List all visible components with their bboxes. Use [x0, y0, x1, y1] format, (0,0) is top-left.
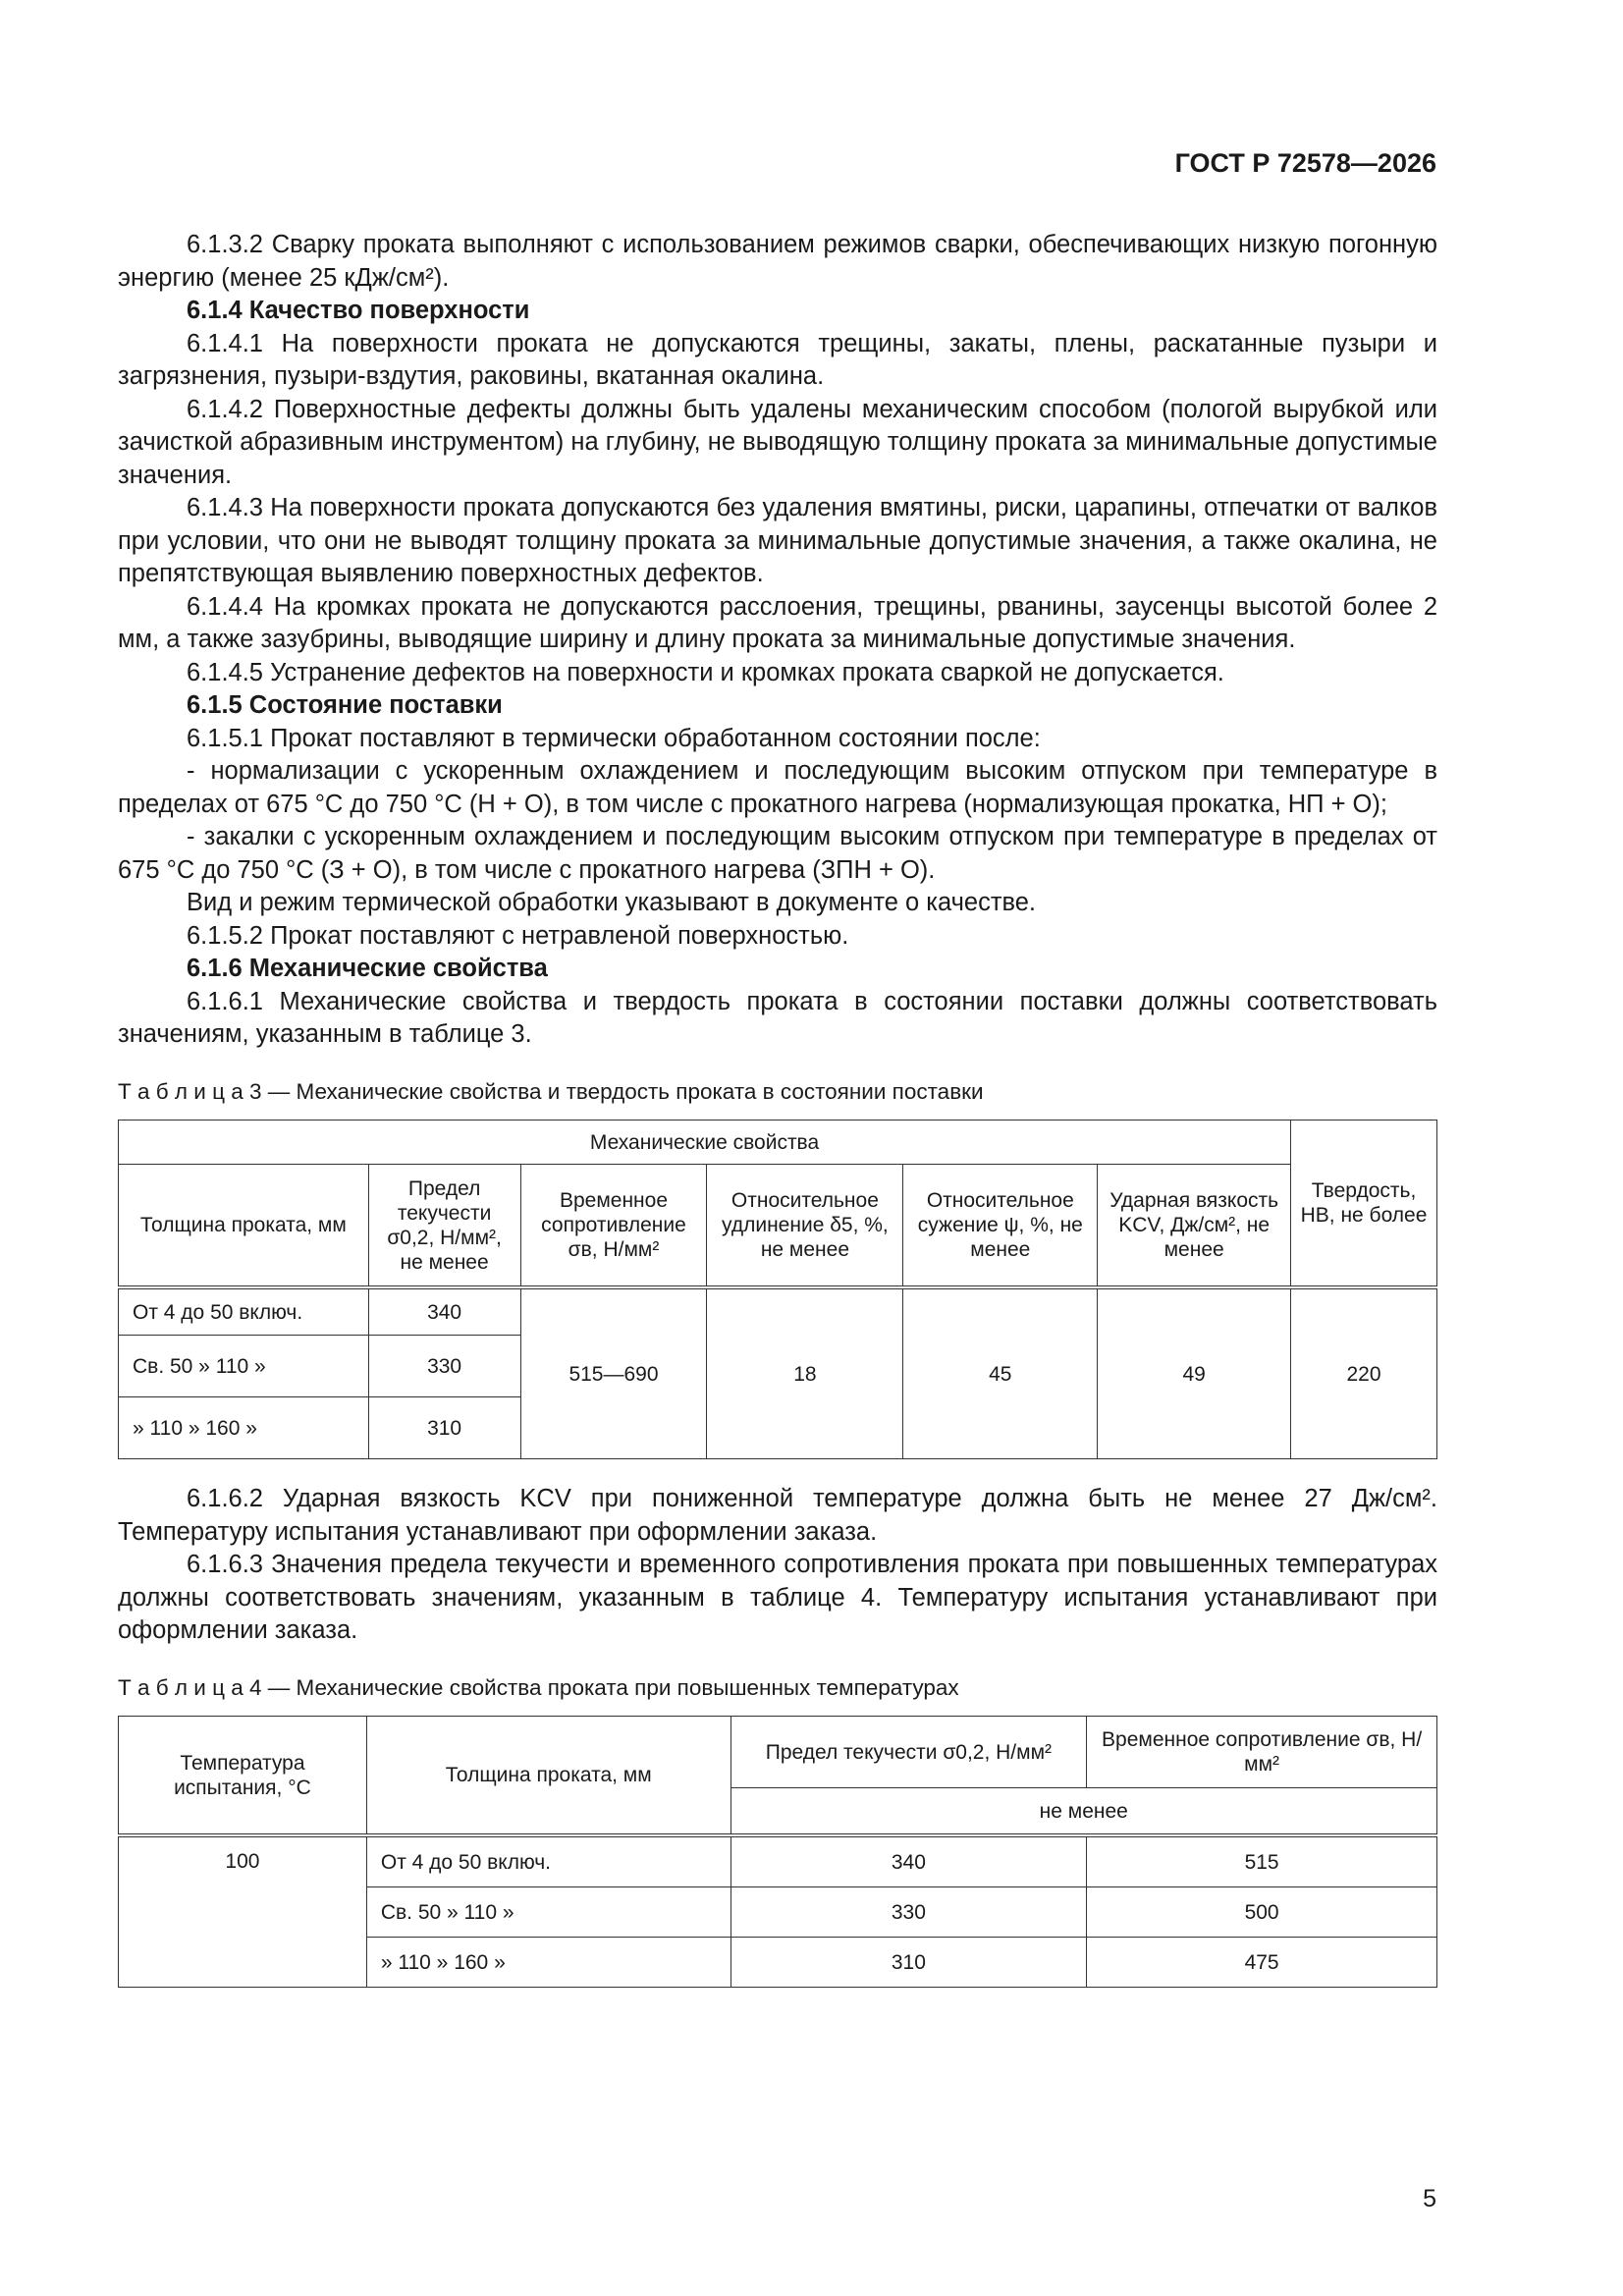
table-row: [119, 1287, 1437, 1336]
table3-cell-thickness: Св. 50 » 110 »: [119, 1336, 369, 1397]
table4-cell-temperature: 100: [119, 1835, 367, 1988]
paragraph: 6.1.4.4 На кромках проката не допускаются расслоения, трещины, рванины, заусенцы высотой более 2 мм, а также зазубрины, выводящие ширину и длину проката за минимальные допустимые значения.: [118, 592, 1437, 653]
table3-caption: Т а б л и ц а 3 — Механические свойства и твердость проката в состоянии поставки: [118, 1078, 984, 1104]
table4-cell-tensile: 515: [1087, 1835, 1437, 1887]
table4-cell-yield: 310: [730, 1938, 1087, 1988]
paragraph: Вид и режим термической обработки указывают в документе о качестве.: [187, 889, 1037, 916]
table3-cell-yield: 340: [368, 1287, 520, 1336]
document-header: ГОСТ Р 72578—2026: [1174, 148, 1436, 178]
list-item: - закалки с ускоренным охлаждением и последующим высоким отпуском при температуре в пределах от 675 °С до 750 °С (З + О), в том числе с прокатного нагрева (ЗПН + О).: [118, 823, 1437, 884]
paragraph: 6.1.5.1 Прокат поставляют в термически обработанном состоянии после:: [187, 724, 1041, 752]
table3-header-yield: Предел текучести σ0,2, Н/мм², не менее: [368, 1165, 520, 1288]
table4-cell-tensile: 500: [1087, 1887, 1437, 1938]
paragraph: 6.1.3.2 Сварку проката выполняют с использованием режимов сварки, обеспечивающих низкую погонную энергию (менее 25 кДж/см²).: [118, 231, 1437, 292]
paragraph: 6.1.6.2 Ударная вязкость KCV при пониженной температуре должна быть не менее 27 Дж/см². Температуру испытания устанавливают при оформлении заказа.: [118, 1485, 1437, 1546]
table3-header-narrowing: Относительное сужение ψ, %, не менее: [903, 1165, 1098, 1288]
table3-cell-narrowing: 45: [903, 1287, 1098, 1459]
table3-header-hardness: Твердость, НВ, не более: [1291, 1121, 1437, 1288]
table3-header-tensile: Временное сопротивление σв, Н/мм²: [520, 1165, 707, 1288]
table3-cell-elongation: 18: [707, 1287, 903, 1459]
table3-cell-impact: 49: [1098, 1287, 1291, 1459]
table3-header-elongation: Относительное удлинение δ5, %, не менее: [707, 1165, 903, 1288]
document-body: [118, 229, 1437, 1988]
table3-cell-tensile: 515—690: [520, 1287, 707, 1459]
table4-header-thickness: Толщина проката, мм: [366, 1717, 730, 1836]
section-heading: 6.1.4 Качество поверхности: [187, 297, 530, 324]
table4-cell-tensile: 475: [1087, 1938, 1437, 1988]
table4-header-yield: Предел текучести σ0,2, Н/мм²: [730, 1717, 1087, 1788]
table-row: [119, 1835, 1437, 1887]
paragraph: 6.1.6.1 Механические свойства и твердость проката в состоянии поставки должны соответствовать значениям, указанным в таблице 3.: [118, 987, 1437, 1048]
table3-header-thickness: Толщина проката, мм: [119, 1165, 369, 1288]
page-number: 5: [1423, 2185, 1436, 2213]
table3: [118, 1120, 1437, 1459]
table4-cell-thickness: От 4 до 50 включ.: [366, 1835, 730, 1887]
section-heading: 6.1.5 Состояние поставки: [187, 691, 503, 719]
table3-cell-yield: 310: [368, 1397, 520, 1459]
paragraph: 6.1.4.1 На поверхности проката не допускаются трещины, закаты, плены, раскатанные пузыри и загрязнения, пузыри-вздутия, раковины, вкатанная окалина.: [118, 329, 1437, 390]
table3-cell-thickness: От 4 до 50 включ.: [119, 1287, 369, 1336]
section-heading: 6.1.6 Механические свойства: [187, 955, 548, 982]
table4-header-tensile: Временное сопротивление σв, Н/мм²: [1087, 1717, 1437, 1788]
table4-header-min: не менее: [730, 1788, 1436, 1836]
table4-cell-thickness: » 110 » 160 »: [366, 1938, 730, 1988]
paragraph: 6.1.6.3 Значения предела текучести и временного сопротивления проката при повышенных температурах должны соответствовать значениям, указанным в таблице 4. Температуру испытания устанавливают при оформлении заказа.: [118, 1551, 1437, 1644]
table4-cell-yield: 330: [730, 1887, 1087, 1938]
table3-cell-thickness: » 110 » 160 »: [119, 1397, 369, 1459]
table4: [118, 1716, 1437, 1988]
paragraph: 6.1.4.2 Поверхностные дефекты должны быть удалены механическим способом (пологой вырубкой или зачисткой абразивным инструментом) на глубину, не выводящую толщину проката за минимальные допустимые значения.: [118, 395, 1437, 489]
table3-header-impact: Ударная вязкость KCV, Дж/см², не менее: [1098, 1165, 1291, 1288]
table4-header-temperature: Температура испытания, °С: [119, 1717, 367, 1836]
table3-cell-hardness: 220: [1291, 1287, 1437, 1459]
table4-cell-yield: 340: [730, 1835, 1087, 1887]
table4-caption: Т а б л и ц а 4 — Механические свойства проката при повышенных температурах: [118, 1674, 959, 1700]
paragraph: 6.1.4.3 На поверхности проката допускаются без удаления вмятины, риски, царапины, отпечатки от валков при условии, что они не выводят толщину проката за минимальные допустимые значения, а также окалина, не препятствующая выявлению поверхностных дефектов.: [118, 494, 1437, 587]
table3-group-header: Механические свойства: [119, 1121, 1291, 1165]
paragraph: 6.1.5.2 Прокат поставляют с нетравленой поверхностью.: [187, 921, 849, 950]
table4-cell-thickness: Св. 50 » 110 »: [366, 1887, 730, 1938]
table3-cell-yield: 330: [368, 1336, 520, 1397]
list-item: - нормализации с ускоренным охлаждением и последующим высоким отпуском при температуре в пределах от 675 °С до 750 °С (Н + О), в том числе с прокатного нагрева (нормализующая прокатка, НП + О);: [118, 757, 1437, 818]
paragraph: 6.1.4.5 Устранение дефектов на поверхности и кромках проката сваркой не допускается.: [187, 658, 1224, 686]
